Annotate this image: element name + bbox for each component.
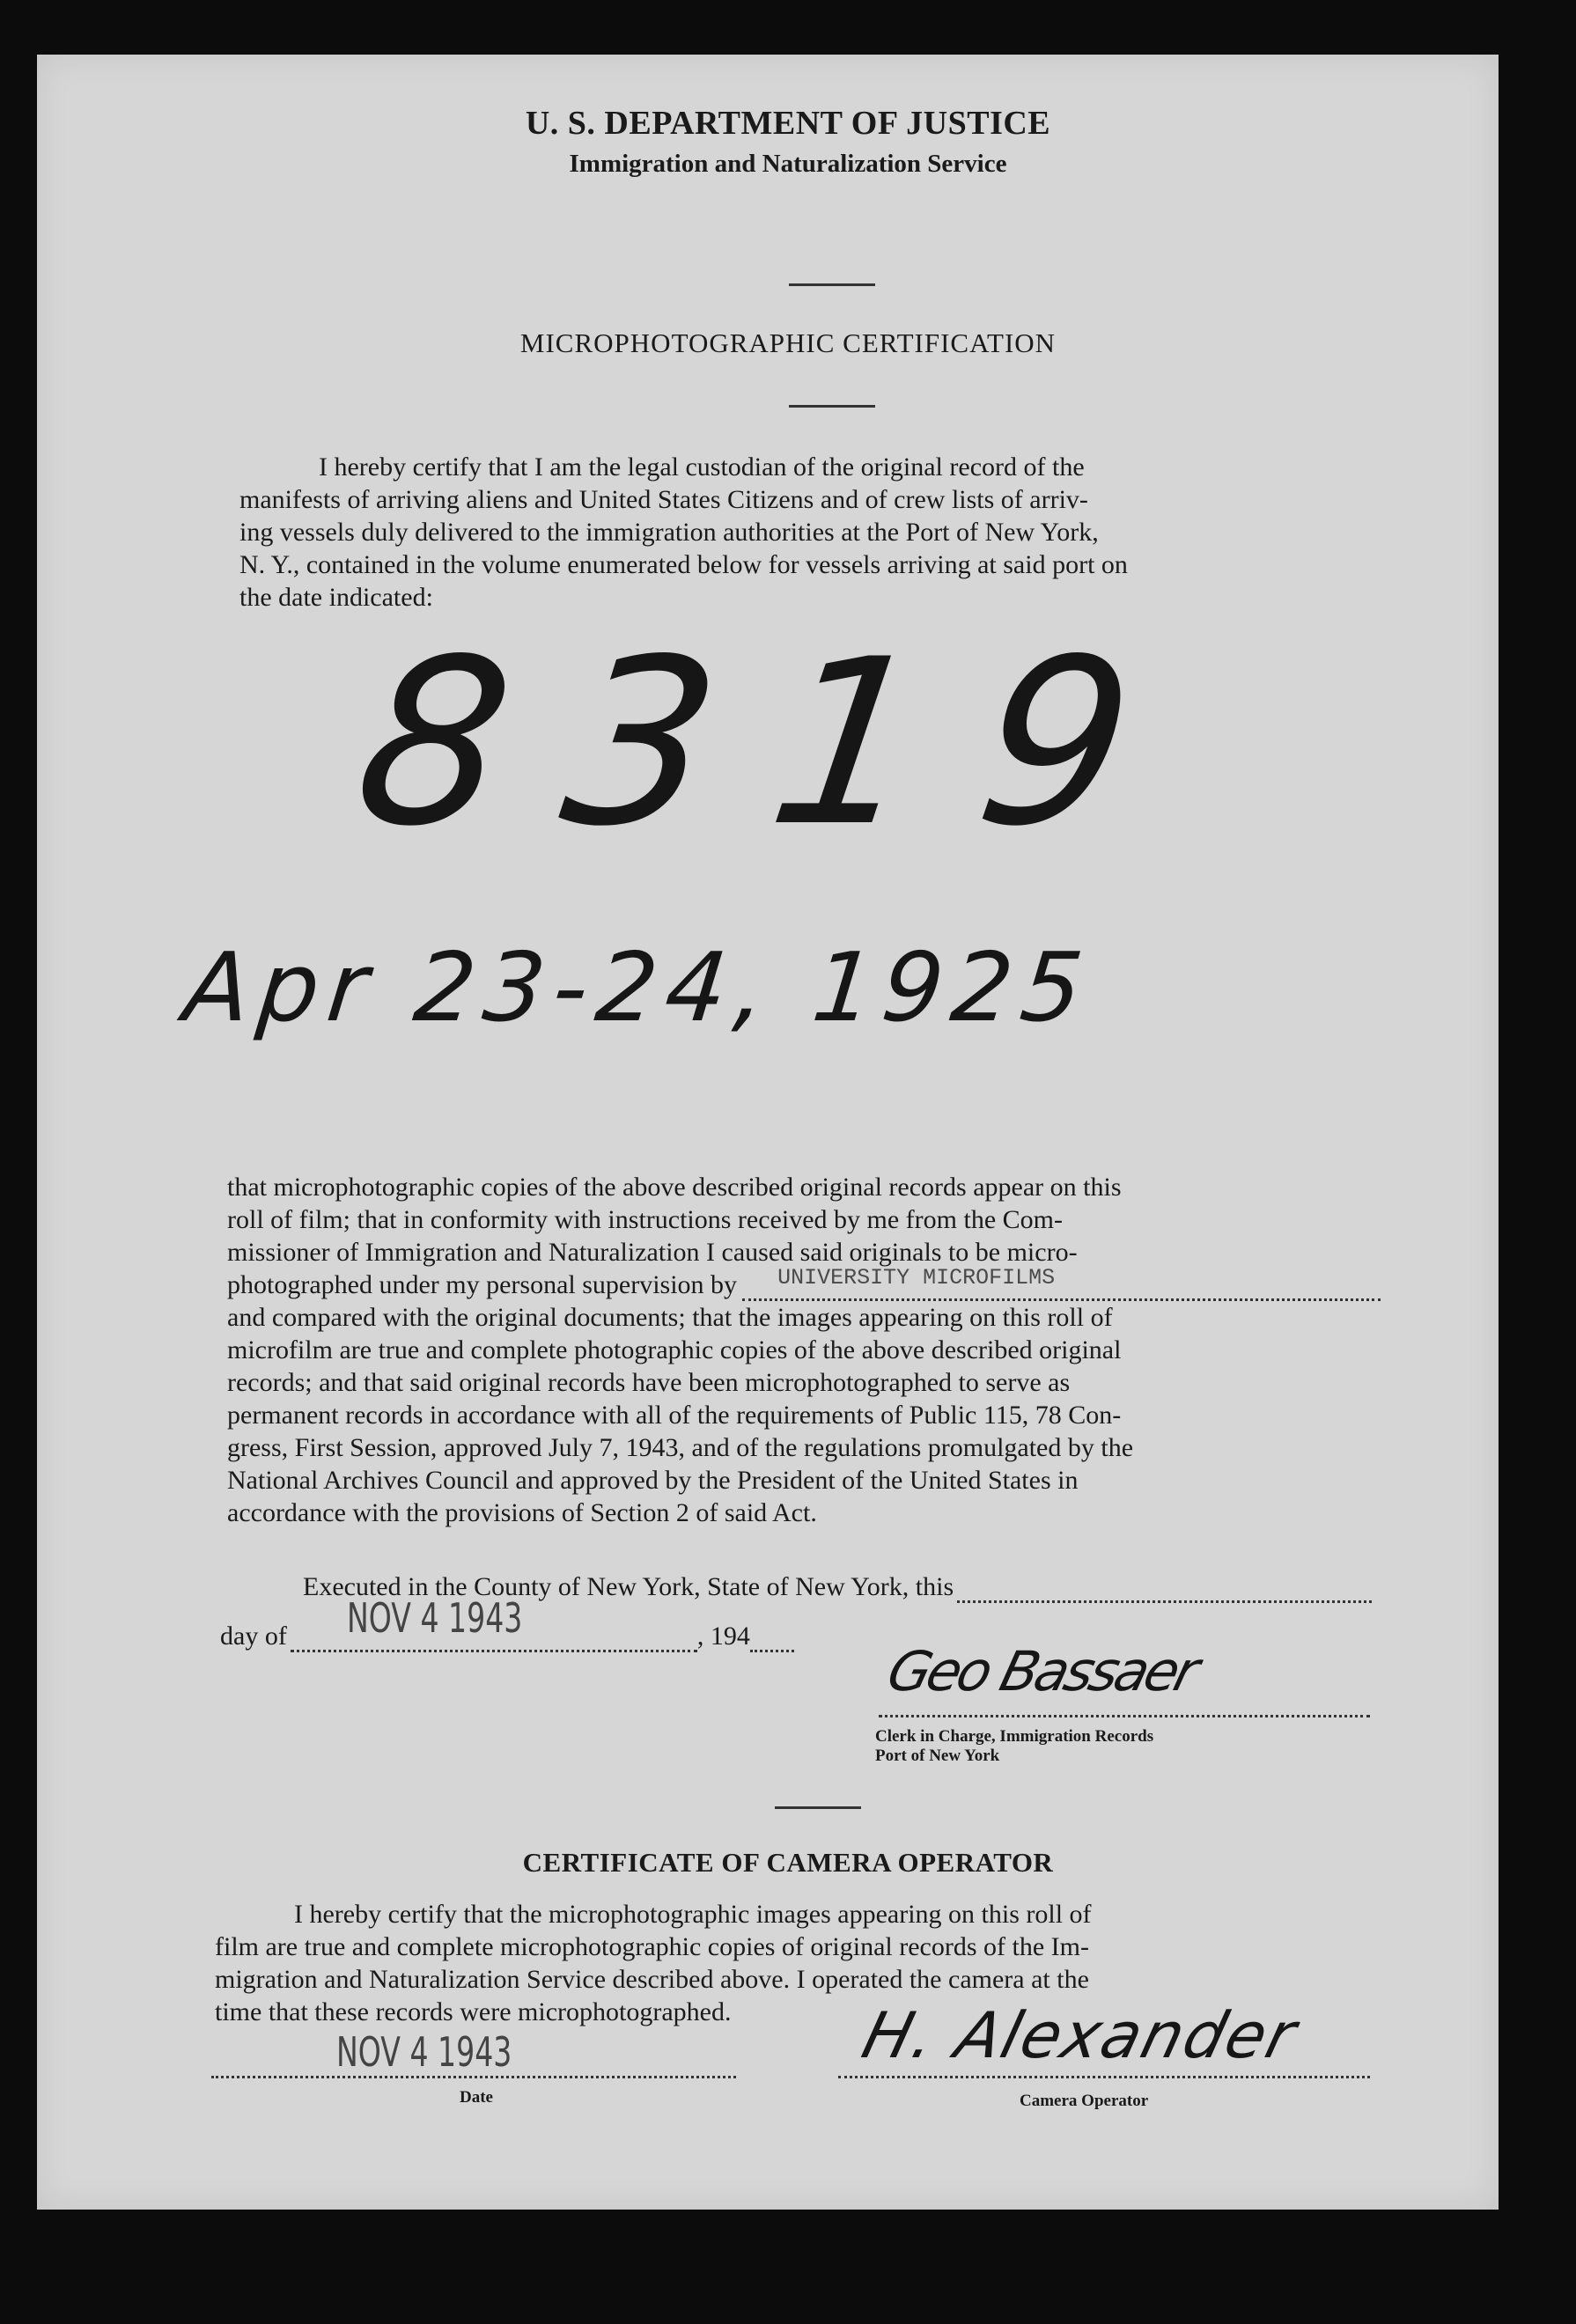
supervisor-field [742, 1265, 1381, 1301]
camera-operator-label: Camera Operator [1020, 2092, 1149, 2110]
date-label: Date [460, 2088, 493, 2107]
clerk-title-line: Port of New York [875, 1747, 1000, 1765]
camera-line: film are true and complete microphotographic copies of original records of the Im- [215, 1932, 1089, 1961]
date-field [291, 1594, 697, 1652]
camera-line: time that these records were microphotographed. [215, 1997, 732, 2026]
intro-line: I hereby certify that I am the legal custodian of the original record of the [319, 452, 1085, 482]
clerk-signature-area [879, 1639, 1370, 1718]
body-line: and compared with the original documents; that the images appearing on this roll of [227, 1303, 1113, 1332]
body-line: permanent records in accordance with all of the requirements of Public 115, 78 Con- [227, 1401, 1122, 1430]
document-sheet [37, 55, 1499, 2210]
body-line: photographed under my personal supervision by [227, 1270, 738, 1299]
certification-heading: MICROPHOTOGRAPHIC CERTIFICATION [519, 327, 1057, 358]
supervisor-typed: UNIVERSITY MICROFILMS [777, 1265, 1056, 1291]
intro-line: ing vessels duly delivered to the immigration authorities at the Port of New York, [239, 518, 1099, 547]
camera-date-field [211, 2025, 736, 2078]
service-subtitle: Immigration and Naturalization Service [569, 150, 1007, 178]
department-title: U. S. DEPARTMENT OF JUSTICE [525, 105, 1051, 142]
handwritten-date: Apr 23-24, 1925 [179, 933, 1097, 1043]
intro-paragraph [239, 451, 1384, 614]
camera-date-stamp: NOV 4 1943 [336, 2028, 512, 2076]
date-line [211, 2076, 736, 2078]
intro-line: the date indicated: [239, 583, 433, 612]
day-of-label: day of [220, 1622, 287, 1651]
clerk-signature: Geo Bassaer [880, 1639, 1203, 1703]
divider [789, 283, 875, 286]
camera-operator-signature: H. Alexander [855, 1998, 1305, 2072]
body-line: records; and that said original records have been microphotographed to serve as [227, 1368, 1071, 1397]
divider [789, 405, 875, 408]
camera-operator-heading: CERTIFICATE OF CAMERA OPERATOR [522, 1847, 1054, 1878]
camera-line: I hereby certify that the microphotographic images appearing on this roll of [294, 1900, 1092, 1929]
intro-line: manifests of arriving aliens and United States Citizens and of crew lists of arriv- [239, 485, 1088, 514]
body-line: microfilm are true and complete photographic copies of the above described original [227, 1335, 1122, 1364]
year-field [750, 1627, 794, 1652]
date-stamp: NOV 4 1943 [346, 1594, 523, 1642]
executed-text: Executed in the County of New York, State of New York, this [303, 1572, 954, 1601]
day-field [957, 1578, 1372, 1603]
camera-operator-signature-area [838, 1998, 1370, 2078]
intro-line: N. Y., contained in the volume enumerated below for vessels arriving at said port on [239, 550, 1128, 579]
camera-line: migration and Naturalization Service described above. I operated the camera at the [215, 1965, 1089, 1994]
body-line: National Archives Council and approved by the President of the United States in [227, 1466, 1079, 1495]
signature-line [879, 1715, 1370, 1717]
body-line: that microphotographic copies of the above described original records appear on this [227, 1173, 1122, 1202]
clerk-title [875, 1727, 1153, 1766]
body-line: accordance with the provisions of Section 2 of said Act. [227, 1498, 817, 1527]
body-line: roll of film; that in conformity with instructions received by me from the Com- [227, 1205, 1063, 1234]
supervision-line [227, 1265, 1381, 1301]
body-line: missioner of Immigration and Naturalization I caused said originals to be micro- [227, 1238, 1078, 1267]
divider [775, 1806, 861, 1809]
signature-line [838, 2076, 1370, 2078]
handwritten-volume-number: 8319 [342, 611, 1209, 877]
clerk-title-line: Clerk in Charge, Immigration Records [875, 1727, 1154, 1746]
year-prefix: , 194 [696, 1622, 750, 1651]
certification-body [227, 1171, 1381, 1529]
body-line: gress, First Session, approved July 7, 1943, and of the regulations promulgated by the [227, 1433, 1134, 1462]
day-of-line [220, 1594, 854, 1652]
